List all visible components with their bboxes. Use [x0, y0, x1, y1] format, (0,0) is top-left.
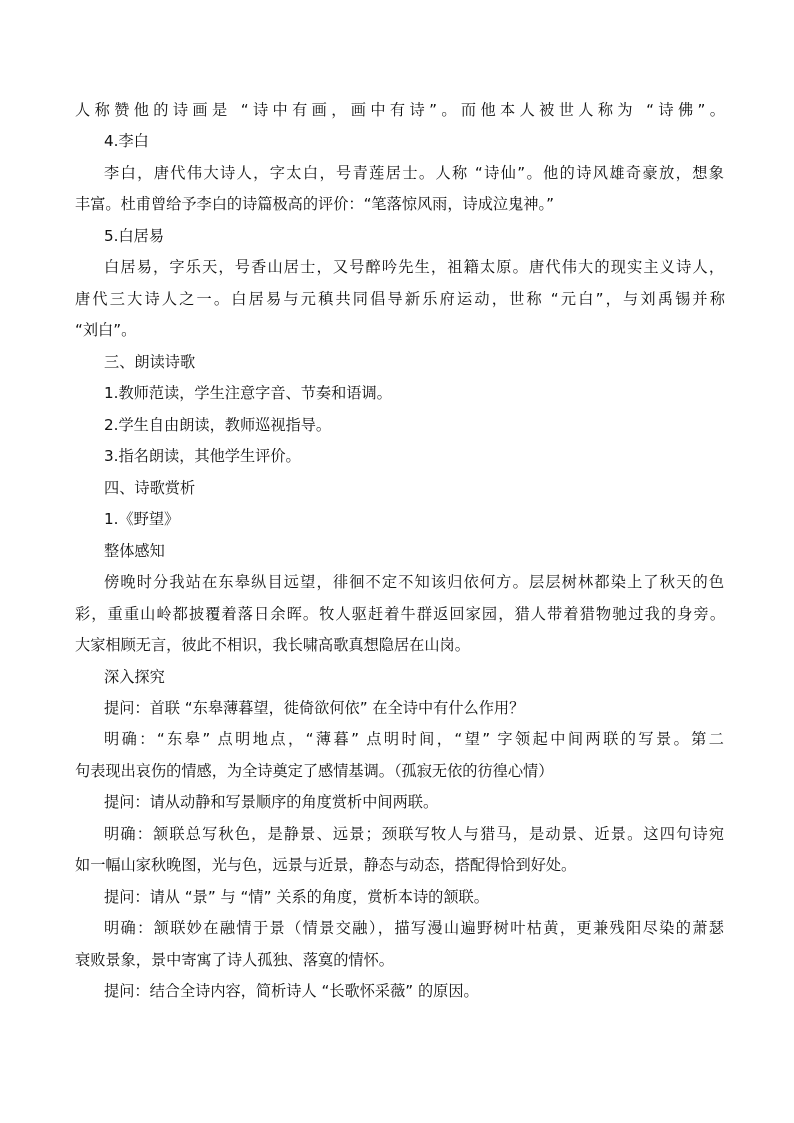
text-line: 提问：首联 “东皋薄暮望，徙倚欲何依” 在全诗中有什么作用？	[104, 699, 525, 717]
text-line: “刘白”。	[75, 321, 137, 339]
section-heading: 1.《野望》	[104, 510, 180, 528]
text-line: 提问：请从 “景” 与 “情” 关系的角度，赏析本诗的颔联。	[104, 888, 489, 906]
text-line: 明确：颔联总写秋色，是静景、远景；颈联写牧人与猎马，是动景、近景。这四句诗宛	[104, 825, 724, 843]
section-heading: 四、诗歌赏析	[104, 479, 196, 497]
text-line: 白居易，字乐天，号香山居士，又号醉吟先生，祖籍太原。唐代伟大的现实主义诗人，	[104, 258, 724, 276]
text-line: 人称赞他的诗画是 “诗中有画，画中有诗”。而他本人被世人称为 “诗佛”。	[75, 101, 725, 119]
text-line: 提问：结合全诗内容，简析诗人 “长歌怀采薇” 的原因。	[104, 982, 479, 1000]
text-line: 如一幅山家秋晚图，光与色，远景与近景，静态与动态，搭配得恰到好处。	[75, 856, 577, 874]
text-line: 2.学生自由朗读，教师巡视指导。	[104, 416, 332, 434]
text-line: 傍晚时分我站在东皋纵目远望，徘徊不定不知该归依何方。层层树林都染上了秋天的色	[104, 573, 724, 591]
text-line: 丰富。杜甫曾给予李白的诗篇极高的评价：“笔落惊风雨，诗成泣鬼神。”	[75, 195, 554, 213]
text-line: 李白，唐代伟大诗人，字太白，号青莲居士。人称 “诗仙”。他的诗风雄奇豪放，想象	[104, 164, 724, 182]
text-line: 明确：颔联妙在融情于景（情景交融），描写漫山遍野树叶枯黄，更兼残阳尽染的萧瑟	[104, 919, 724, 937]
text-line: 大家相顾无言，彼此不相识，我长啸高歌真想隐居在山岗。	[75, 636, 470, 654]
text-line: 彩，重重山岭都披覆着落日余晖。牧人驱赶着牛群返回家园，猎人带着猎物驰过我的身旁。	[75, 605, 725, 623]
section-heading: 三、朗读诗歌	[104, 353, 196, 371]
text-line: 句表现出哀伤的情感，为全诗奠定了感情基调。（孤寂无依的彷徨心情）	[75, 762, 554, 780]
text-line: 1.教师范读，学生注意字音、节奏和语调。	[104, 384, 392, 402]
text-line: 衰败景象，景中寄寓了诗人孤独、落寞的情怀。	[75, 951, 394, 969]
subsection-heading: 深入探究	[104, 668, 165, 686]
text-line: 明确：“东皋” 点明地点，“薄暮” 点明时间，“望” 字领起中间两联的写景。第二	[104, 730, 724, 748]
text-line: 提问：请从动静和写景顺序的角度赏析中间两联。	[104, 793, 439, 811]
text-line: 唐代三大诗人之一。白居易与元稹共同倡导新乐府运动，世称 “元白”，与刘禹锡并称	[75, 290, 725, 308]
section-heading: 4.李白	[104, 132, 149, 150]
section-heading: 5.白居易	[104, 227, 165, 245]
text-line: 3.指名朗读，其他学生评价。	[104, 447, 301, 465]
subsection-heading: 整体感知	[104, 542, 165, 560]
